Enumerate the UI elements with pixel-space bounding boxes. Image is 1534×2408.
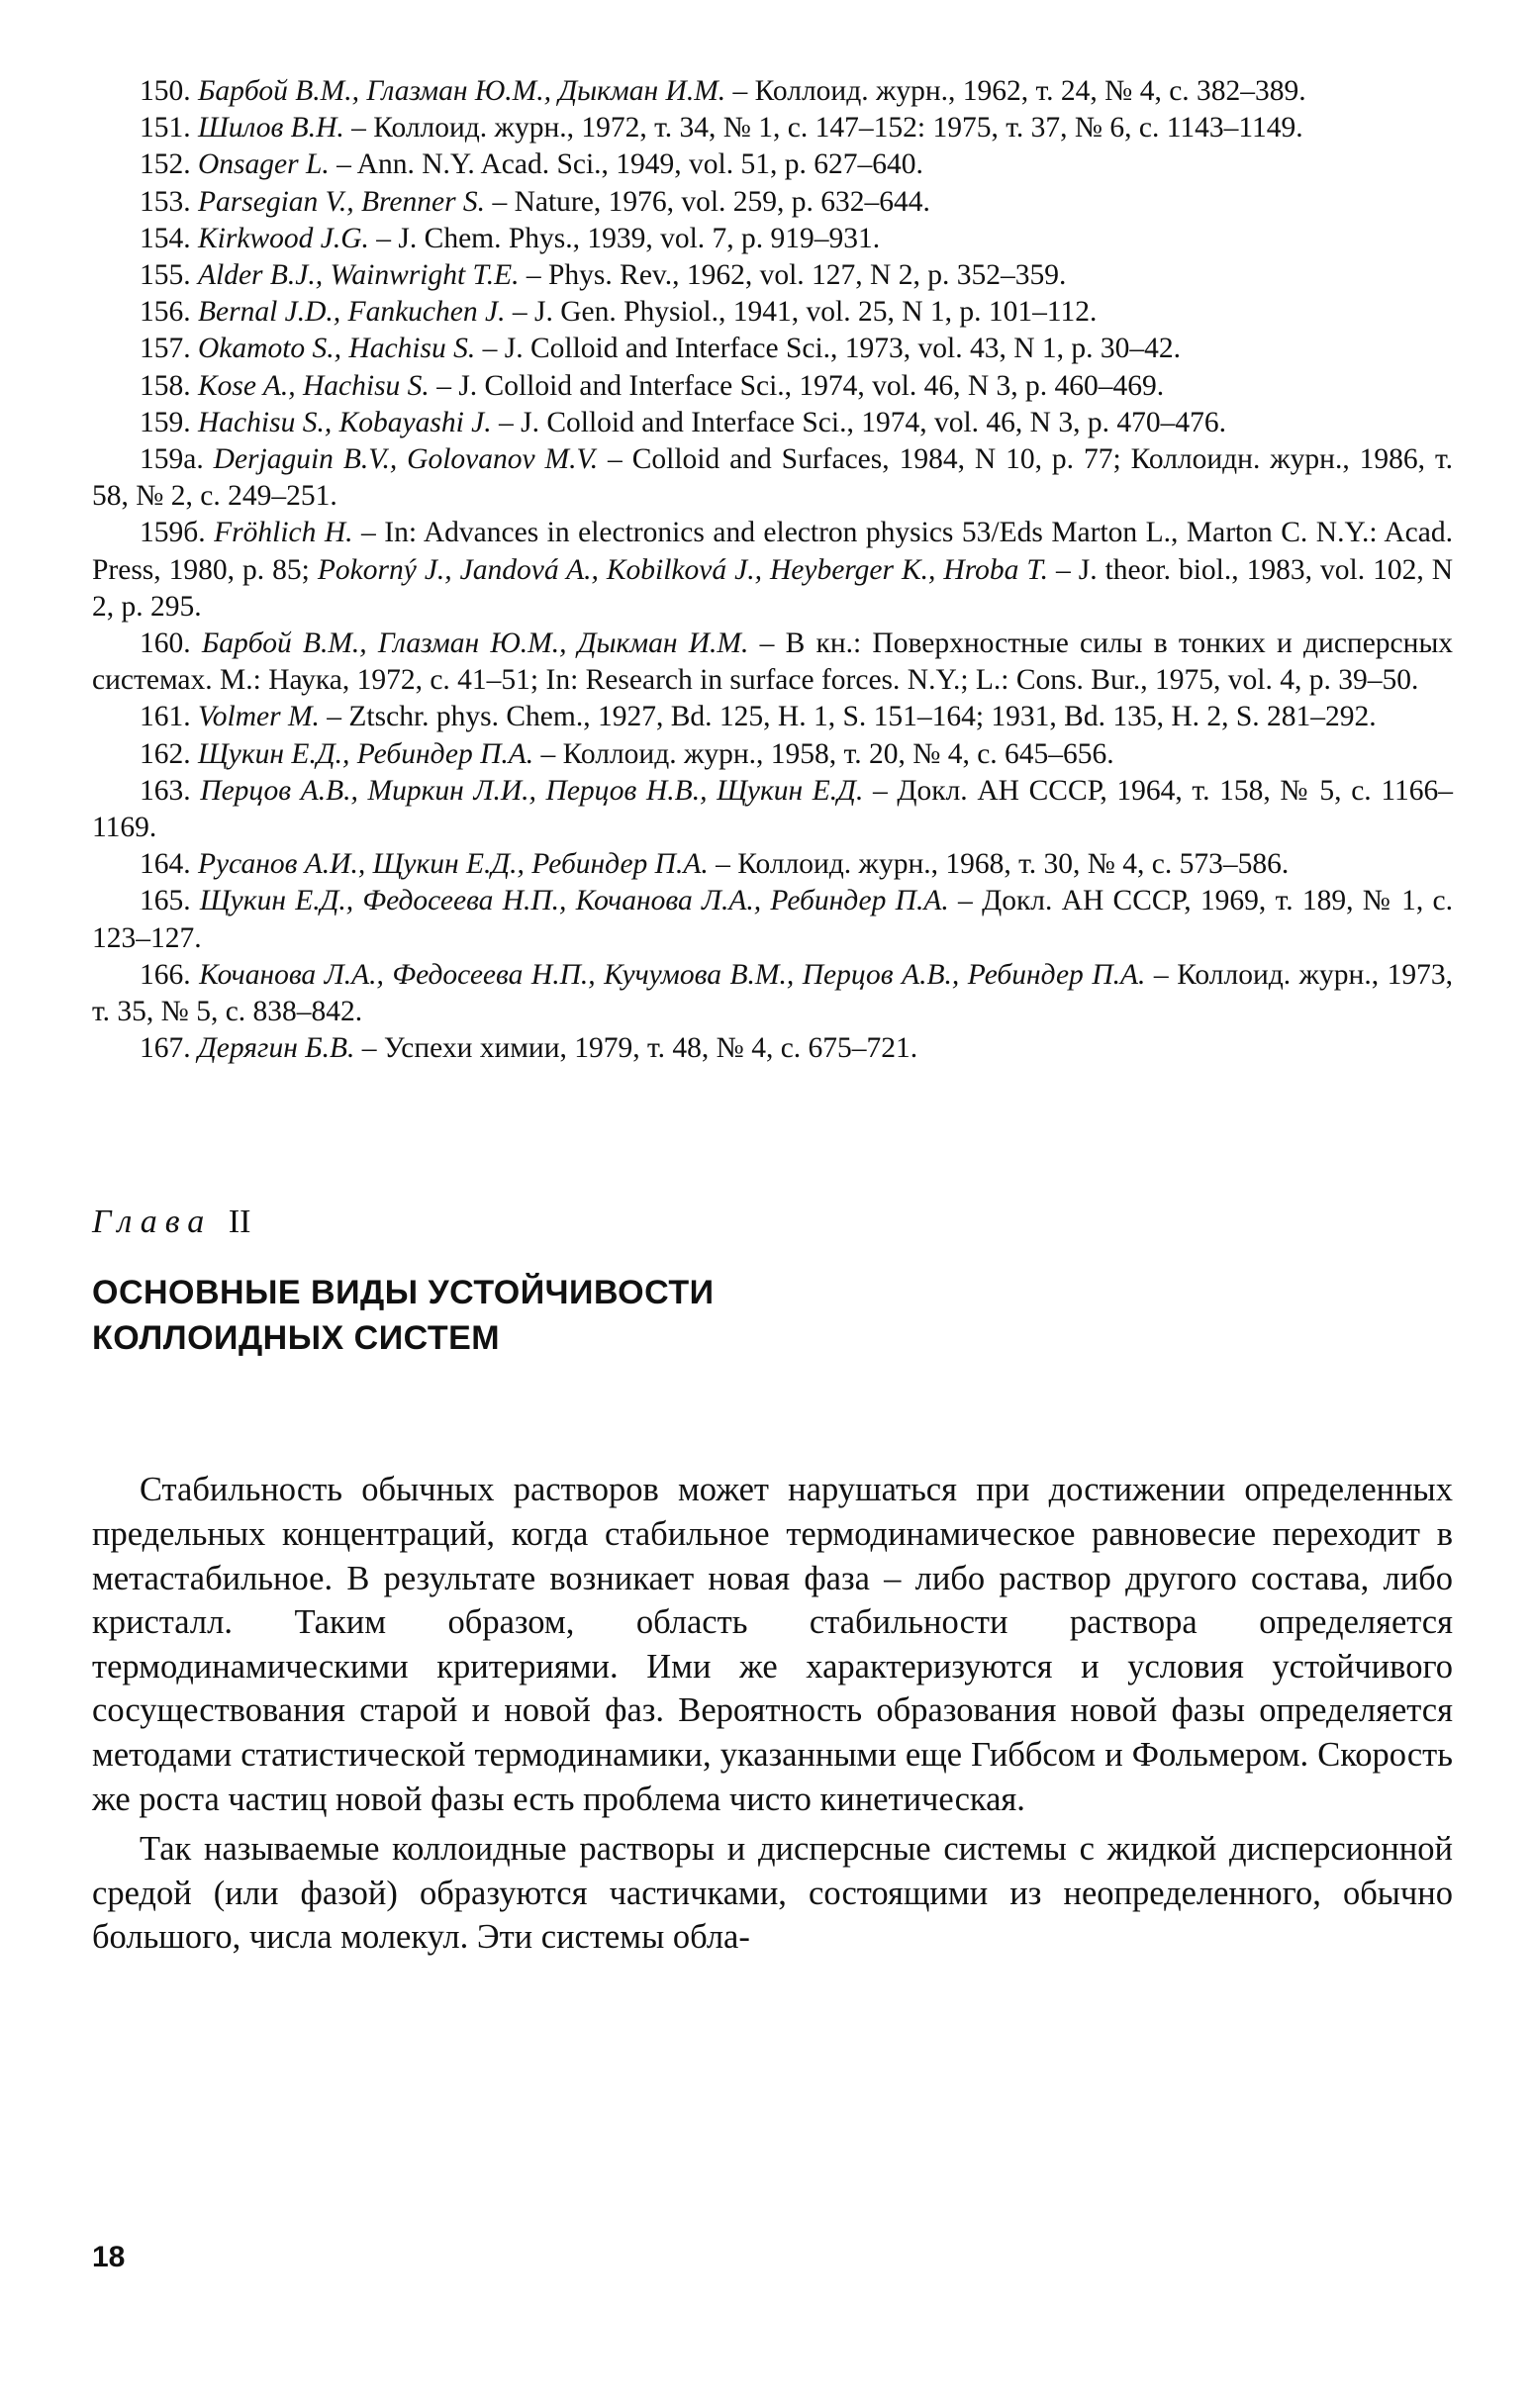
- reference-item: 158. Kose A., Hachisu S. – J. Colloid and Interface Sci., 1974, vol. 46, N 3, p. 460–469.: [140, 369, 1165, 402]
- reference-item: 164. Русанов А.И., Щукин Е.Д., Ребиндер П.А. – Коллоид. журн., 1968, т. 30, № 4, с. 573–586.: [140, 848, 1290, 881]
- reference-item: 167. Дерягин Б.В. – Успехи химии, 1979, т. 48, № 4, с. 675–721.: [140, 1032, 918, 1065]
- reference-item: 157. Okamoto S., Hachisu S. – J. Colloid and Interface Sci., 1973, vol. 43, N 1, p. 30–42.: [140, 333, 1182, 365]
- reference-item: 159a. Derjaguin B.V., Golovanov M.V. – Colloid and Surfaces, 1984, N 10, p. 77; Коллоидн. журн., 1986, т. 58, № 2, с. 249–251.: [92, 443, 1453, 513]
- chapter-title: ОСНОВНЫЕ ВИДЫ УСТОЙЧИВОСТИ КОЛЛОИДНЫХ СИСТЕМ: [92, 1274, 715, 1358]
- reference-item: 161. Volmer M. – Ztschr. phys. Chem., 1927, Bd. 125, H. 1, S. 151–164; 1931, Bd. 135, H. 2, S. 281–292.: [140, 701, 1377, 733]
- reference-list: [92, 73, 1453, 1067]
- paragraph: Так называемые коллоидные растворы и дисперсные системы с жидкой дисперсионной средой (или фазой) образуются частичками, состоящими из неопределенного, обычно большого, числа молекул. Эти системы обла-: [92, 1830, 1453, 1957]
- body-text: [92, 1468, 1453, 1960]
- page-number: 18: [92, 2241, 126, 2273]
- reference-item: 166. Кочанова Л.А., Федосеева Н.П., Кучумова В.М., Перцов А.В., Ребиндер П.А. – Коллоид. журн., 1973, т. 35, № 5, с. 838–842.: [92, 958, 1453, 1028]
- reference-item: 154. Kirkwood J.G. – J. Chem. Phys., 1939, vol. 7, p. 919–931.: [140, 222, 881, 254]
- reference-item: 150. Барбой В.М., Глазман Ю.М., Дыкман И.М. – Коллоид. журн., 1962, т. 24, № 4, с. 382–389.: [140, 75, 1306, 107]
- reference-item: 152. Onsager L. – Ann. N.Y. Acad. Sci., 1949, vol. 51, p. 627–640.: [140, 148, 923, 181]
- reference-item: 162. Щукин Е.Д., Ребиндер П.А. – Коллоид. журн., 1958, т. 20, № 4, с. 645–656.: [140, 737, 1114, 770]
- reference-item: 153. Parsegian V., Brenner S. – Nature, 1976, vol. 259, p. 632–644.: [140, 185, 930, 218]
- page-content: [92, 73, 1453, 1966]
- reference-item: 155. Alder B.J., Wainwright T.E. – Phys. Rev., 1962, vol. 127, N 2, p. 352–359.: [140, 259, 1067, 292]
- reference-item: 159б. Fröhlich H. – In: Advances in electronics and electron physics 53/Eds Marton L., Marton C. N.Y.: Acad. Press, 1980, p. 85; Pokorný J., Jandová A., Kobilková J., Heyberger K., Hroba T. – J. theor. biol., 1983, vol. 102, N 2, p. 295.: [92, 517, 1454, 623]
- reference-item: 165. Щукин Е.Д., Федосеева Н.П., Кочанова Л.А., Ребиндер П.А. – Докл. АН СССР, 1969, т. 189, № 1, с. 123–127.: [92, 885, 1454, 954]
- reference-item: 156. Bernal J.D., Fankuchen J. – J. Gen. Physiol., 1941, vol. 25, N 1, p. 101–112.: [140, 296, 1098, 329]
- reference-item: 163. Перцов А.В., Миркин Л.И., Перцов Н.В., Щукин Е.Д. – Докл. АН СССР, 1964, т. 158, № 5, с. 1166–1169.: [92, 774, 1453, 844]
- reference-item: 160. Барбой В.М., Глазман Ю.М., Дыкман И.М. – В кн.: Поверхностные силы в тонких и дисперсных системах. М.: Наука, 1972, с. 41–51; In: Research in surface forces. N.Y.; L.: Cons. Bur., 1975, vol. 4, p. 39–50.: [92, 627, 1454, 697]
- chapter-heading: [92, 1201, 1453, 1361]
- paragraph: Стабильность обычных растворов может нарушаться при достижении определенных предельных концентраций, когда стабильное термодинамическое равновесие переходит в метастабильное. В результате возникает новая фаза – либо раствор другого состава, либо кристалл. Таким образом, область стабильности раствора определяется термодинамическими критериями. Ими же характеризуются и условия устойчивого сосуществования старой и новой фаз. Вероятность образования новой фазы определяется методами статистической термодинамики, указанными еще Гиббсом и Фольмером. Скорость же роста частиц новой фазы есть проблема чисто кинетическая.: [92, 1471, 1453, 1818]
- chapter-label: Глава II: [92, 1204, 251, 1241]
- reference-item: 159. Hachisu S., Kobayashi J. – J. Colloid and Interface Sci., 1974, vol. 46, N 3, p. 470–476.: [140, 406, 1226, 438]
- reference-item: 151. Шилов В.Н. – Коллоид. журн., 1972, т. 34, № 1, с. 147–152: 1975, т. 37, № 6, с. 1143–1149.: [140, 112, 1303, 144]
